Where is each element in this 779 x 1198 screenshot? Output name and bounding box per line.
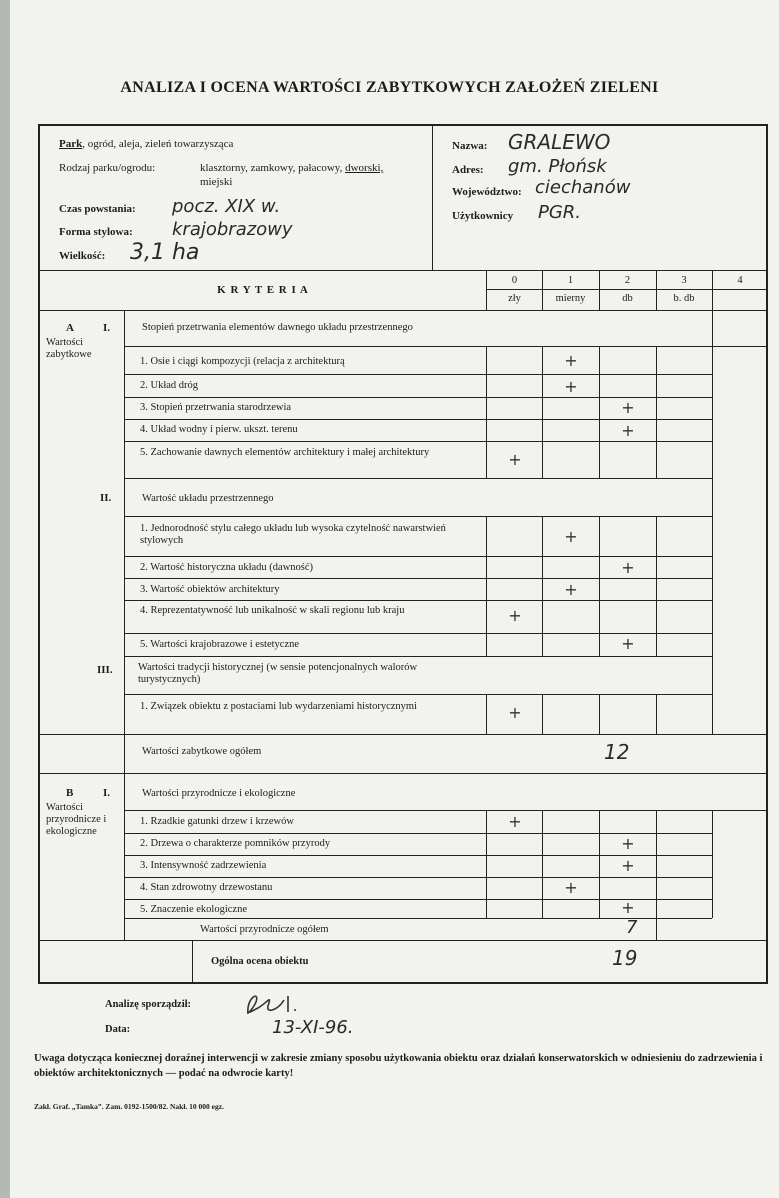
col-name-0: zły xyxy=(508,293,521,304)
forma-label: Forma stylowa: xyxy=(59,226,133,238)
section-a-g3-roman: III. xyxy=(97,664,113,676)
section-a-roman: I. xyxy=(103,322,111,334)
wielkosc-label: Wielkość: xyxy=(59,250,106,262)
a1-mark-3: + xyxy=(621,398,635,417)
group-a1-title: Stopień przetrwania elementów dawnego układu przestrzennego xyxy=(142,322,413,333)
wojewodztwo-label: Województwo: xyxy=(452,186,522,198)
a2-mark-5: + xyxy=(621,634,635,653)
printer-note: Zakł. Graf. „Tamka”. Zam. 0192-1500/82. Nakł. 10 000 egz. xyxy=(34,1102,224,1111)
section-b-name: Wartości przyrodnicze i ekologiczne xyxy=(46,802,107,837)
b1-mark-2: + xyxy=(621,834,635,853)
group-a3-title: Wartości tradycji historycznej (w sensie potencjonalnych walorów turystycznych) xyxy=(138,662,418,685)
a1-item-2: 2. Układ dróg xyxy=(140,380,199,391)
a1-mark-2: + xyxy=(564,377,578,396)
adres-value: gm. Płońsk xyxy=(508,156,607,177)
section-a-letter: A xyxy=(66,322,74,334)
section-a-g2-roman: II. xyxy=(100,492,112,504)
col-num-3: 3 xyxy=(681,275,687,286)
uzytkownicy-label: Użytkownicy xyxy=(452,210,514,222)
b1-item-3: 3. Intensywność zadrzewienia xyxy=(140,860,267,871)
uzytkownicy-value: PGR. xyxy=(538,202,582,223)
group-b1-title: Wartości przyrodnicze i ekologiczne xyxy=(142,788,296,799)
a3-mark-1: + xyxy=(508,703,522,722)
czas-value: pocz. XIX w. xyxy=(172,196,281,217)
data-label: Data: xyxy=(105,1024,131,1035)
a1-mark-5: + xyxy=(508,450,522,469)
a2-item-4: 4. Reprezentatywność lub unikalność w skali regionu lub kraju xyxy=(140,605,405,616)
a1-item-4: 4. Układ wodny i pierw. ukszt. terenu xyxy=(140,424,298,435)
ogolna-value: 19 xyxy=(612,946,638,970)
wojewodztwo-value: ciechanów xyxy=(535,177,631,198)
a2-item-1: 1. Jednorodność stylu całego układu lub wysoka czytelność nawarstwień stylowych xyxy=(140,523,446,546)
a1-mark-1: + xyxy=(564,351,578,370)
col-name-1: mierny xyxy=(555,293,586,304)
a1-item-1: 1. Osie i ciągi kompozycji (relacja z architekturą xyxy=(140,356,345,367)
a1-mark-4: + xyxy=(621,421,635,440)
rodzaj-selected: dworski, xyxy=(345,162,384,174)
wielkosc-value: 3,1 ha xyxy=(130,240,200,265)
rodzaj-options-b: miejski xyxy=(200,176,233,188)
section-b-total-value: 7 xyxy=(626,917,638,938)
ogolna-label: Ogólna ocena obiektu xyxy=(211,956,309,967)
section-b-total-label: Wartości przyrodnicze ogółem xyxy=(200,924,329,935)
kryteria-label: K R Y T E R I A xyxy=(217,284,309,296)
b1-mark-1: + xyxy=(508,812,522,831)
a1-item-5: 5. Zachowanie dawnych elementów architektury i małej architektury xyxy=(140,447,430,458)
a2-item-3: 3. Wartość obiektów architektury xyxy=(140,584,280,595)
a2-mark-1: + xyxy=(564,527,578,546)
a3-item-1: 1. Związek obiektu z postaciami lub wydarzeniami historycznymi xyxy=(140,701,417,712)
col-name-3: b. db xyxy=(673,293,695,304)
section-a-total-label: Wartości zabytkowe ogółem xyxy=(142,746,262,757)
left-margin-strip xyxy=(0,0,10,1198)
uwaga-note: Uwaga dotycząca koniecznej doraźnej interwencji w zakresie zmiany sposobu użytkowania obiektu oraz działań konserwatorskich w odniesieniu do zadrzewienia i obiektów architektonicznych — podać na odwrocie karty! xyxy=(34,1053,763,1079)
col-name-2: db xyxy=(622,293,633,304)
nazwa-value: GRALEWO xyxy=(508,130,611,154)
a2-item-2: 2. Wartość historyczna układu (dawność) xyxy=(140,562,314,573)
section-b-roman: I. xyxy=(103,787,111,799)
b1-mark-4: + xyxy=(564,878,578,897)
section-b-letter: B xyxy=(66,787,74,799)
col-num-1: 1 xyxy=(567,275,574,286)
a1-item-3: 3. Stopień przetrwania starodrzewia xyxy=(140,402,292,413)
col-num-2: 2 xyxy=(624,275,631,286)
nazwa-label: Nazwa: xyxy=(452,140,488,152)
analize-label: Analizę sporządził: xyxy=(105,999,192,1010)
a2-item-5: 5. Wartości krajobrazowe i estetyczne xyxy=(140,639,300,650)
b1-item-5: 5. Znaczenie ekologiczne xyxy=(140,904,247,915)
adres-label: Adres: xyxy=(452,164,484,176)
b1-mark-3: + xyxy=(621,856,635,875)
a2-mark-3: + xyxy=(564,580,578,599)
section-a-total-value: 12 xyxy=(604,740,630,764)
a2-mark-4: + xyxy=(508,606,522,625)
data-value: 13-XI-96. xyxy=(272,1017,354,1038)
park-type-label: Park, ogród, aleja, zieleń towarzysząca xyxy=(59,138,234,150)
b1-item-2: 2. Drzewa o charakterze pomników przyrody xyxy=(140,838,331,849)
b1-item-4: 4. Stan zdrowotny drzewostanu xyxy=(140,882,273,893)
col-num-4: 4 xyxy=(737,275,743,286)
col-num-0: 0 xyxy=(511,275,518,286)
rodzaj-label: Rodzaj parku/ogrodu: xyxy=(59,162,156,174)
b1-mark-5: + xyxy=(621,898,635,917)
b1-item-1: 1. Rzadkie gatunki drzew i krzewów xyxy=(140,816,294,827)
group-a2-title: Wartość układu przestrzennego xyxy=(142,493,274,504)
rodzaj-options: klasztorny, zamkowy, pałacowy, dworski, xyxy=(200,162,384,174)
czas-label: Czas powstania: xyxy=(59,203,136,215)
a2-mark-2: + xyxy=(621,558,635,577)
form-title: ANALIZA I OCENA WARTOŚCI ZABYTKOWYCH ZAŁOŻEŃ ZIELENI xyxy=(120,79,659,96)
forma-value: krajobrazowy xyxy=(172,219,293,240)
section-a-name: Wartości zabytkowe xyxy=(46,337,92,360)
